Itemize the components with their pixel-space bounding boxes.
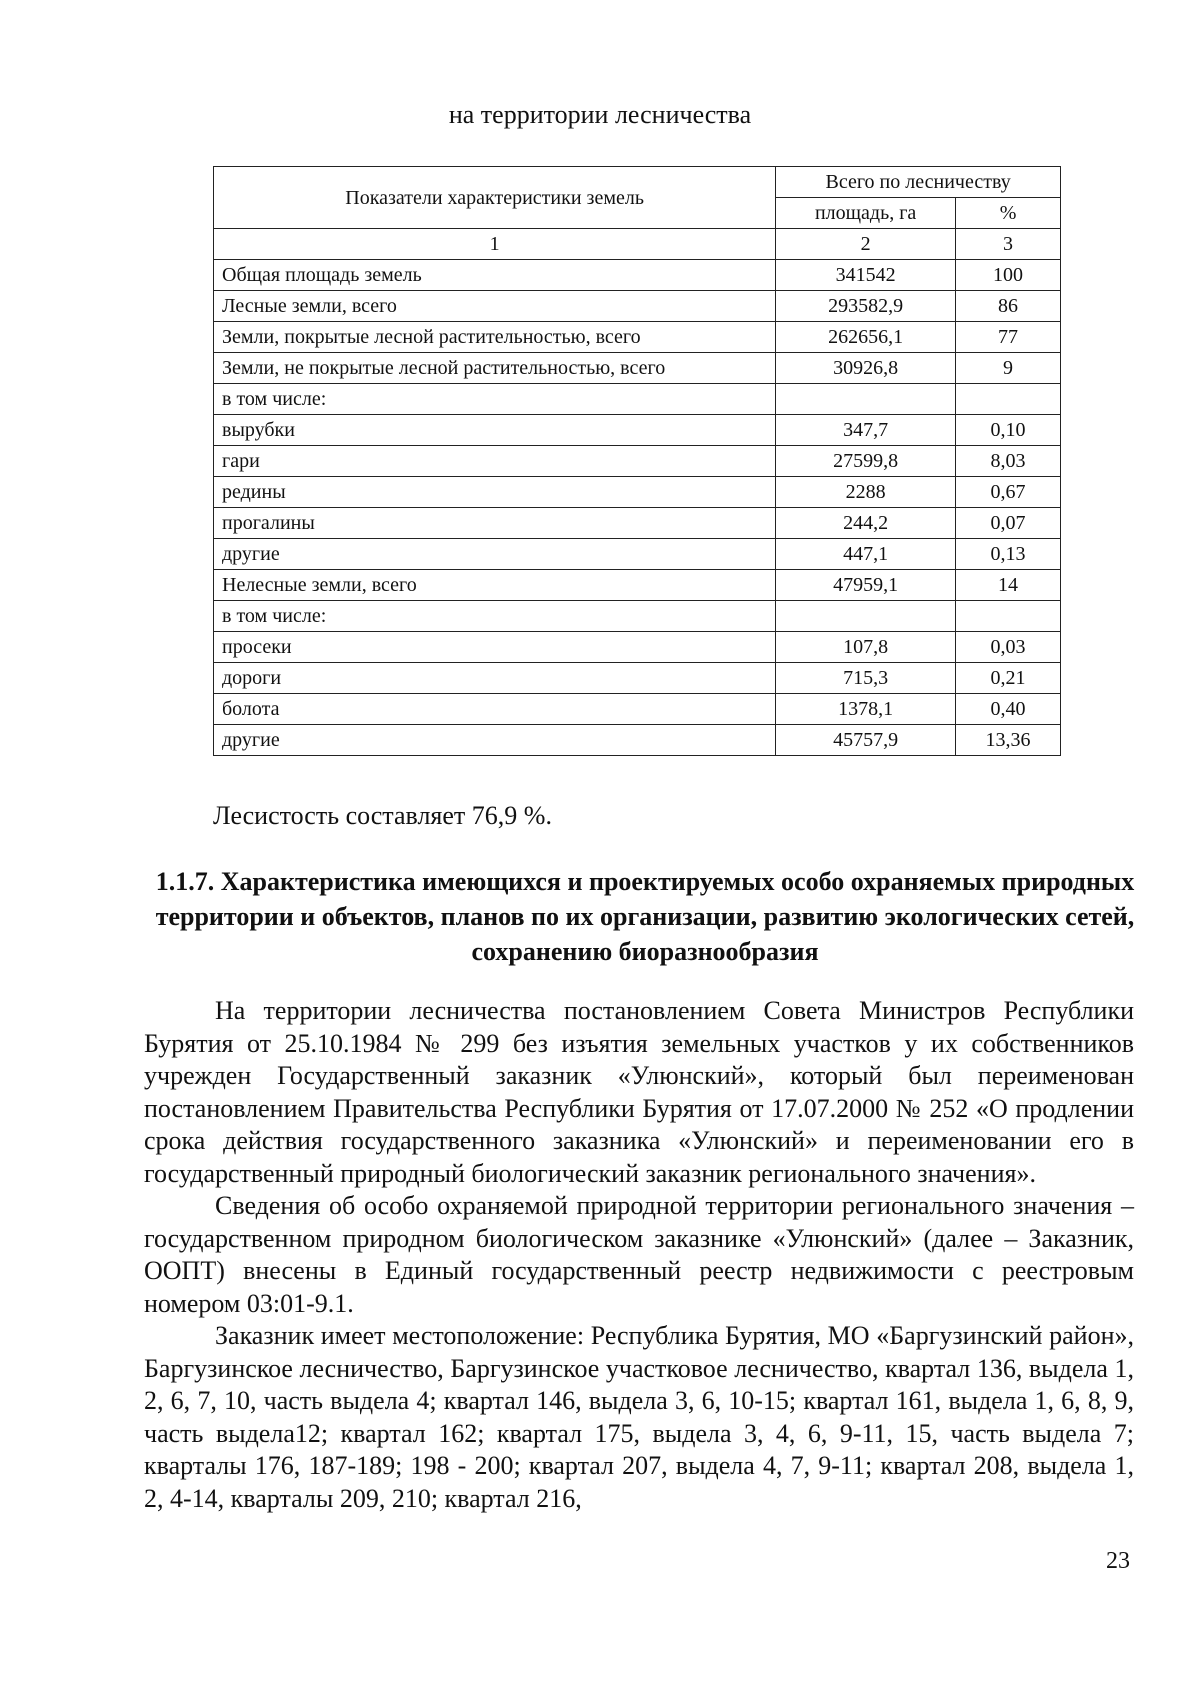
- row-percent-cell: 8,03: [956, 446, 1061, 477]
- row-name-cell: дороги: [214, 663, 776, 694]
- table-row: [214, 260, 1061, 291]
- row-percent-cell: 0,07: [956, 508, 1061, 539]
- forest-cover-text: Лесистость составляет 76,9 %.: [213, 801, 552, 830]
- row-area-cell: 341542: [776, 260, 956, 291]
- row-name-cell: другие: [214, 539, 776, 570]
- row-area-cell: 47959,1: [776, 570, 956, 601]
- row-name-cell: в том числе:: [214, 601, 776, 632]
- row-area-cell: 262656,1: [776, 322, 956, 353]
- row-name-cell: просеки: [214, 632, 776, 663]
- table-row: [214, 446, 1061, 477]
- row-area-cell: 715,3: [776, 663, 956, 694]
- row-percent-cell: 77: [956, 322, 1061, 353]
- table-body: [214, 260, 1061, 756]
- row-name-cell: Лесные земли, всего: [214, 291, 776, 322]
- row-name-cell: Общая площадь земель: [214, 260, 776, 291]
- row-name-cell: Земли, покрытые лесной растительностью, всего: [214, 322, 776, 353]
- table-caption: на территории лесничества: [448, 100, 752, 129]
- row-name-cell: прогалины: [214, 508, 776, 539]
- row-percent-cell: 9: [956, 353, 1061, 384]
- row-name-cell: вырубки: [214, 415, 776, 446]
- table-row: [214, 539, 1061, 570]
- paragraph: Заказник имеет местоположение: Республика Бурятия, МО «Баргузинский район», Баргузинское лесничество, Баргузинское участковое лесничество, квартал 136, выдела 1, 2, 6, 7, 10, часть выдела 4; квартал 146, выдела 3, 6, 10-15; квартал 161, выдела 1, 6, 8, 9, часть выдела12; квартал 162; квартал 175, выдела 3, 4, 6, 9-11, 15, часть выдела 7; кварталы 176, 187-189; 198 - 200; квартал 207, выдела 4, 7, 9-11; квартал 208, выдела 1, 2, 4-14, кварталы 209, 210; квартал 216,: [144, 1321, 1134, 1513]
- section-heading: 1.1.7. Характеристика имеющихся и проектируемых особо охраняемых природных территории и объектов, планов по их организации, развитию экологических сетей, сохранению биоразнообразия: [155, 867, 1135, 966]
- row-area-cell: 447,1: [776, 539, 956, 570]
- table-row: [214, 353, 1061, 384]
- row-percent-cell: 0,40: [956, 694, 1061, 725]
- col-number-2: 2: [776, 229, 956, 260]
- row-area-cell: 244,2: [776, 508, 956, 539]
- row-percent-cell: 0,03: [956, 632, 1061, 663]
- row-area-cell: 45757,9: [776, 725, 956, 756]
- table-row: [214, 570, 1061, 601]
- paragraph: Сведения об особо охраняемой природной территории регионального значения – государственном природном биологическом заказнике «Улюнский» (далее – Заказник, ООПТ) внесены в Единый государственный реестр недвижимости с реестровым номером 03:01-9.1.: [144, 1191, 1134, 1318]
- row-name-cell: другие: [214, 725, 776, 756]
- land-characteristics-table: [213, 166, 1061, 756]
- header-percent: %: [956, 198, 1061, 229]
- row-percent-cell: 0,13: [956, 539, 1061, 570]
- row-area-cell: 293582,9: [776, 291, 956, 322]
- row-area-cell: 2288: [776, 477, 956, 508]
- row-name-cell: гари: [214, 446, 776, 477]
- table-row: [214, 632, 1061, 663]
- row-area-cell: 107,8: [776, 632, 956, 663]
- row-name-cell: Земли, не покрытые лесной растительностью, всего: [214, 353, 776, 384]
- table-row: [214, 663, 1061, 694]
- row-percent-cell: 13,36: [956, 725, 1061, 756]
- row-name-cell: Нелесные земли, всего: [214, 570, 776, 601]
- row-area-cell: 1378,1: [776, 694, 956, 725]
- header-area: площадь, га: [776, 198, 956, 229]
- row-area-cell: 347,7: [776, 415, 956, 446]
- table-row: [214, 322, 1061, 353]
- header-indicator: Показатели характеристики земель: [214, 167, 776, 229]
- page-number: 23: [1106, 1548, 1130, 1574]
- body-text: [144, 995, 1134, 1515]
- row-area-cell: [776, 601, 956, 632]
- paragraph: На территории лесничества постановлением Совета Министров Республики Бурятия от 25.10.1984 № 299 без изъятия земельных участков у их собственников учрежден Государственный заказник «Улюнский», который был переименован постановлением Правительства Республики Бурятия от 17.07.2000 № 252 «О продлении срока действия государственного заказника «Улюнский» и переименовании его в государственный природный биологический заказник регионального значения».: [144, 996, 1134, 1188]
- table-row: [214, 694, 1061, 725]
- row-percent-cell: 14: [956, 570, 1061, 601]
- row-name-cell: в том числе:: [214, 384, 776, 415]
- row-percent-cell: 0,67: [956, 477, 1061, 508]
- row-percent-cell: 0,10: [956, 415, 1061, 446]
- col-number-1: 1: [214, 229, 776, 260]
- row-name-cell: редины: [214, 477, 776, 508]
- row-area-cell: 30926,8: [776, 353, 956, 384]
- row-name-cell: болота: [214, 694, 776, 725]
- row-percent-cell: 100: [956, 260, 1061, 291]
- row-percent-cell: [956, 601, 1061, 632]
- row-percent-cell: 86: [956, 291, 1061, 322]
- table-row: [214, 477, 1061, 508]
- row-area-cell: 27599,8: [776, 446, 956, 477]
- table-row: [214, 291, 1061, 322]
- table-row: [214, 384, 1061, 415]
- table-row: [214, 415, 1061, 446]
- table-row: [214, 508, 1061, 539]
- table-row: [214, 601, 1061, 632]
- table-row: [214, 725, 1061, 756]
- col-number-3: 3: [956, 229, 1061, 260]
- header-total: Всего по лесничеству: [776, 167, 1061, 198]
- row-percent-cell: [956, 384, 1061, 415]
- row-percent-cell: 0,21: [956, 663, 1061, 694]
- row-area-cell: [776, 384, 956, 415]
